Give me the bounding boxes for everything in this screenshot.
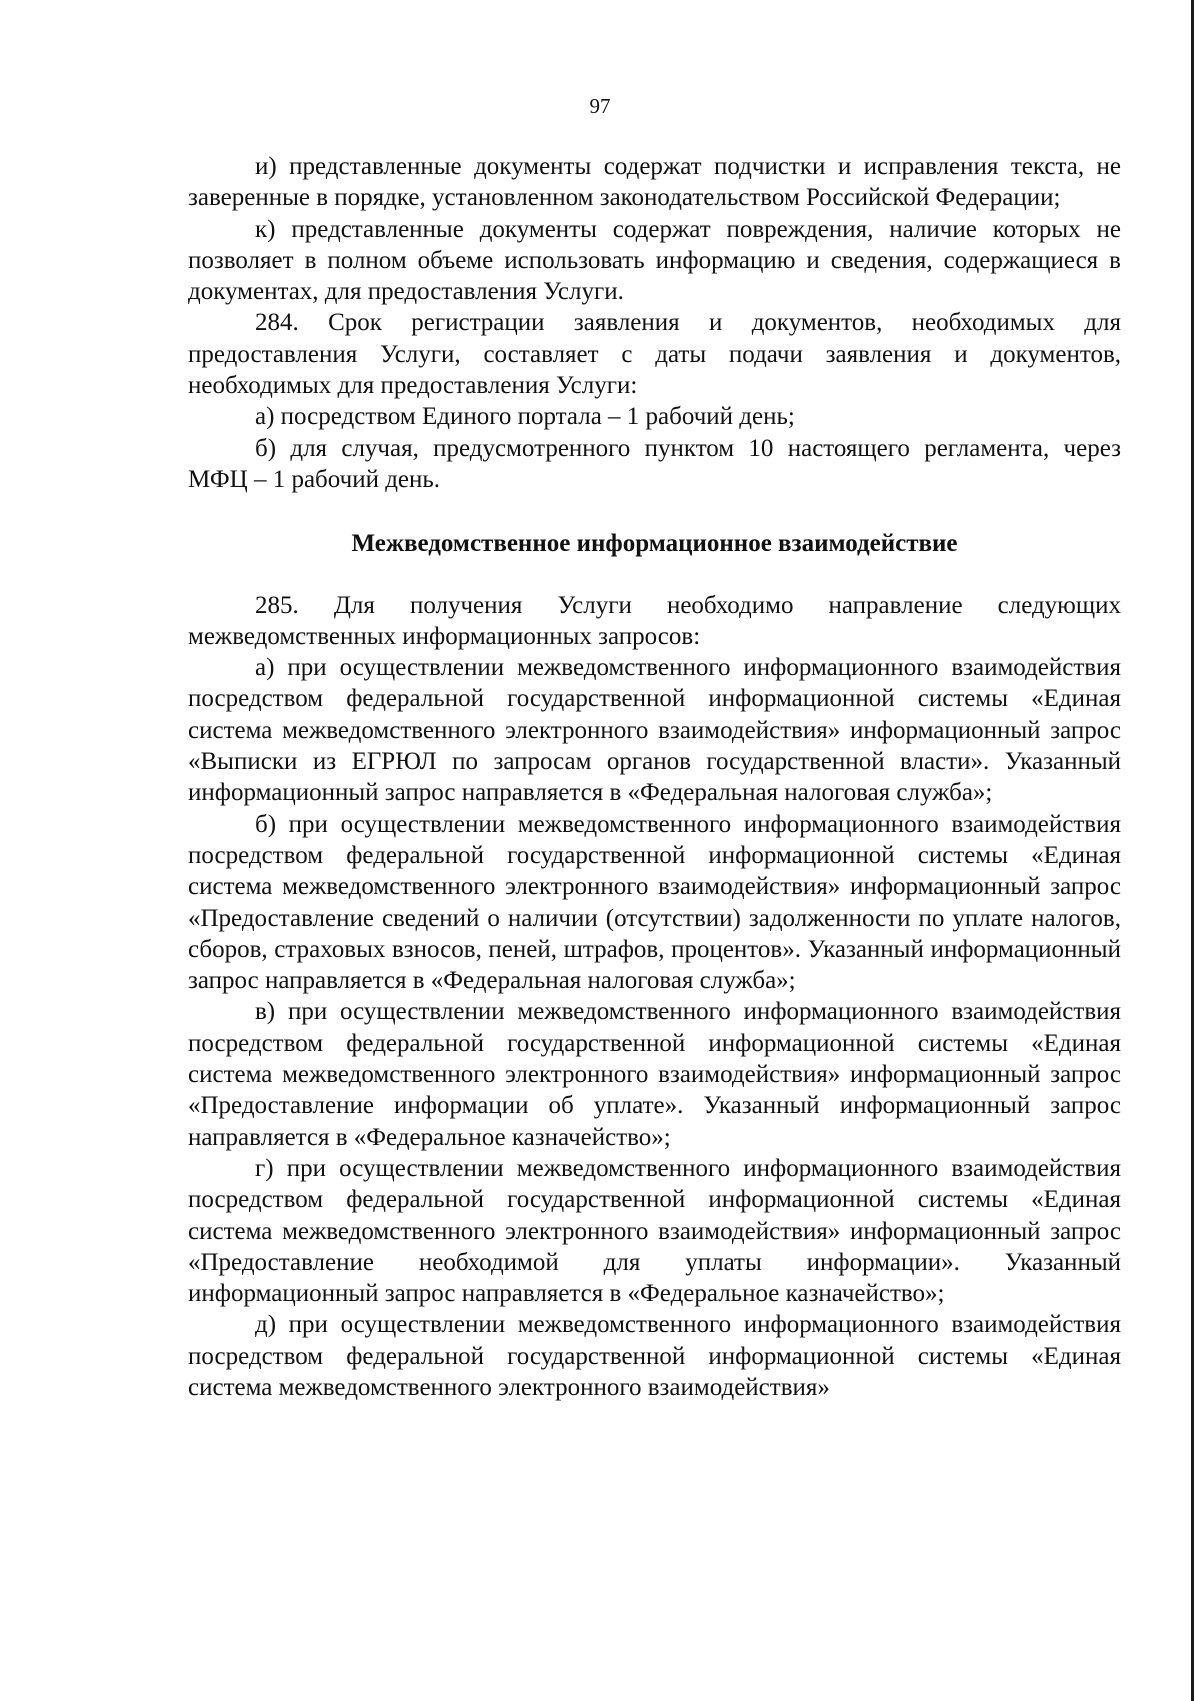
- page-number: 97: [589, 94, 611, 118]
- paragraph-item-i: и) представленные документы содержат подчистки и исправления текста, не заверенные в порядке, установленном законодательством Российской Федерации;: [188, 153, 1121, 212]
- paragraph-284-b: б) для случая, предусмотренного пунктом 10 настоящего регламента, через МФЦ – 1 рабочий день.: [188, 434, 1121, 493]
- paragraph-285: 285. Для получения Услуги необходимо направление следующих межведомственных информационных запросов:: [188, 591, 1121, 650]
- paragraph-284: 284. Срок регистрации заявления и документов, необходимых для предоставления Услуги, составляет с даты подачи заявления и документов, необходимых для предоставления Услуги:: [188, 309, 1121, 400]
- paragraph-285-a: а) при осуществлении межведомственного информационного взаимодействия посредством федеральной государственной информационной системы «Единая система межведомственного электронного взаимодействия» информационный запрос «Выписки из ЕГРЮЛ по запросам органов государственной власти». Указанный информационный запрос направляется в «Федеральная налоговая служба»;: [188, 654, 1121, 807]
- paragraph-285-b: б) при осуществлении межведомственного информационного взаимодействия посредством федеральной государственной информационной системы «Единая система межведомственного электронного взаимодействия» информационный запрос «Предоставление сведений о наличии (отсутствии) задолженности по уплате налогов, сборов, страховых взносов, пеней, штрафов, процентов». Указанный информационный запрос направляется в «Федеральная налоговая служба»;: [188, 810, 1121, 995]
- paragraph-285-g: г) при осуществлении межведомственного информационного взаимодействия посредством федеральной государственной информационной системы «Единая система межведомственного электронного взаимодействия» информационный запрос «Предоставление необходимой для уплаты информации». Указанный информационный запрос направляется в «Федеральное казначейство»;: [188, 1154, 1121, 1308]
- paragraph-285-d: д) при осуществлении межведомственного информационного взаимодействия посредством федеральной государственной информационной системы «Единая система межведомственного электронного взаимодействия»: [188, 1311, 1121, 1401]
- page-edge-line: [1191, 0, 1194, 1701]
- paragraph-item-k: к) представленные документы содержат повреждения, наличие которых не позволяет в полном объеме использовать информацию и сведения, содержащиеся в документах, для предоставления Услуги.: [188, 215, 1121, 306]
- paragraph-284-a: а) посредством Единого портала – 1 рабочий день;: [255, 403, 795, 431]
- paragraph-285-v: в) при осуществлении межведомственного информационного взаимодействия посредством федеральной государственной информационной системы «Единая система межведомственного электронного взаимодействия» информационный запрос «Предоставление информации об уплате». Указанный информационный запрос направляется в «Федеральное казначейство»;: [188, 998, 1121, 1151]
- document-body: [188, 151, 1121, 1403]
- section-heading: Межведомственное информационное взаимодействие: [351, 530, 958, 558]
